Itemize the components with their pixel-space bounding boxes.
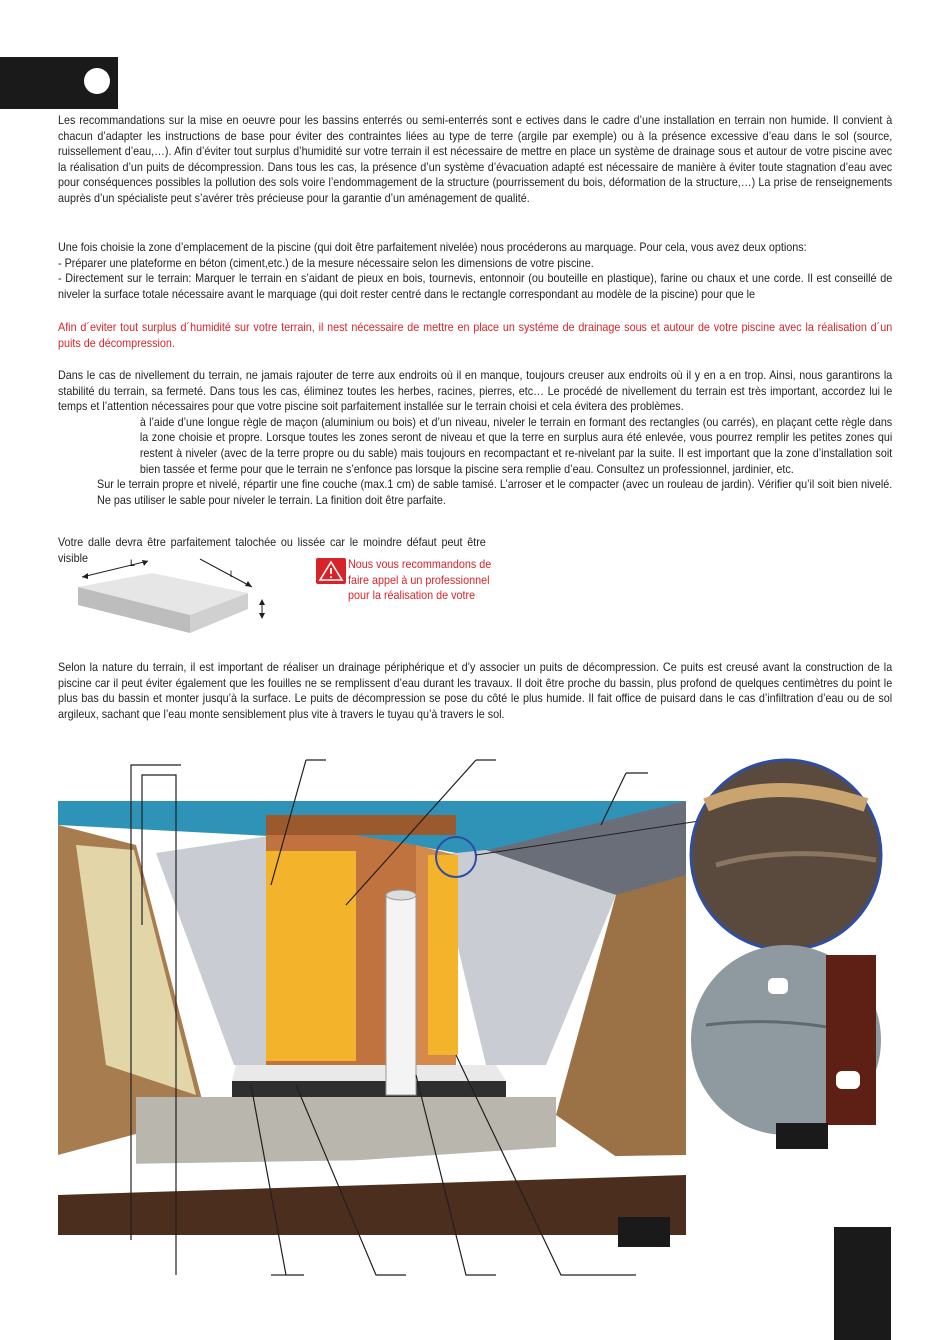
warning-icon (316, 558, 346, 584)
slab-paragraph: Votre dalle devra être parfaitement talochée ou lissée car le moindre défaut peut être visible (58, 536, 486, 565)
page-side-tab (834, 1227, 891, 1340)
decompression-well-paragraph: Selon la nature du terrain, il est important de réaliser un drainage périphérique et d’y associer un puits de décompression. Ce puits est creusé avant la construction de la piscine car il peut éviter également que les fouilles ne se remplissent d’eau durant les travaux. Il doit être proche du bassin, plus profond de quelques centimètres du point le plus bas du bassin et monter jusqu’à la surface. Le puits de décompression se pose du côté le plus humide. Il fait office de puisard dans le cas d’infiltration d’eau ou de sol argileux, sachant que l’eau monte sensiblement plus vite à travers le tuyau qu’à travers le sol. (58, 661, 893, 721)
slab-width-label: l (230, 569, 232, 579)
slab-illustration (72, 555, 282, 640)
slab-length-label: L (130, 558, 136, 568)
pool-installation-diagram (56, 735, 896, 1285)
marking-paragraph: Une fois choisie la zone d’emplacement de la piscine (qui doit être parfaitement nivelée) nous procéderons au marquage. Pour cela, vous avez deux options: - Préparer une plateforme en béton (ciment,etc.) de la mesure nécessaire selon les dimensions de votre piscine. - Directement sur le terrain: Marquer le terrain en s’aidant de pieux en bois, tournevis, entonnoir (ou bouteille en plastique), farine ou chaux et une corde. Il est conseillé de niveler la surface totale nécessaire avant le marquage (qui doit rester centré dans le rectangle correspondant au modèle de la piscine) pour que le (58, 241, 893, 301)
drainage-warning-paragraph: Afin d´eviter tout surplus d´humidité sur votre terrain, il nest nécessaire de mettre en place un systéme de drainage sous et autour de votre piscine avec la réalisation d´un puits de décompression. (58, 321, 893, 350)
page-number-dot (84, 68, 110, 94)
warning-text: Nous vous recommandons de faire appel à un professionnel pour la réalisation de votre (348, 558, 492, 602)
levelling-paragraph: Dans le cas de nivellement du terrain, ne jamais rajouter de terre aux endroits où il en manque, toujours creuser aux endroits où il y en a en trop. Ainsi, nous garantirons la stabilité du terrain, sa fermeté. Dans tous les cas, éliminez toutes les herbes, racines, pierres, etc… Le procédé de nivellement du terrain est très important, accordez lui le temps et l’attention nécessaires pour que votre piscine soit parfaitement installée sur le terrain choisi et cela évitera des problèmes. à l’aide d’une longue règle de maçon (aluminium ou bois) et d’un niveau, niveler le terrain en formant des rectangles (ou carrés), en plaçant cette règle dans la zone choisie et propre. Lorsque toutes les zones seront de niveau et que la terre en surplus aura été enlevée, vous pourrez remplir les petites zones qui restent à niveler (avec de la terre propre ou du sable) mais toujours en recompactant et re-nivelant par la suite. Il est important que la zone d’installation soit bien tassée et ferme pour que le terrain ne s’enfonce pas lorsque la piscine sera remplie d’eau. Consultez un professionnel, jardinier, etc. Sur le terrain propre et nivelé, répartir une fine couche (max.1 cm) de sable tamisé. L’arroser et le compacter (avec un rouleau de jardin). Vérifier qu’il soit bien nivelé. Ne pas utiliser le sable pour niveler le terrain. La finition doit être parfaite. (58, 369, 893, 507)
intro-paragraph: Les recommandations sur la mise en oeuvre pour les bassins enterrés ou semi-enterrés sont e ectives dans le cadre d’une installation en terrain non humide. Il convient à chacun d’adapter les instructions de base pour éviter des contraintes liées au type de terre (argile par exemple) ou à la présence excessive d’eau dans le sol (source, ruissellement d’eau,…). Afin d’éviter tout surplus d’humidité sur votre terrain il est nécessaire de mettre en place un système de drainage sous et autour de votre piscine avec la réalisation d’un puits de décompression. Dans tous les cas, la présence d’un système d’évacuation adapté est nécessaire de manière à éviter toute stagnation d’eau avec pour conséquences possibles la pollution des sols voire l’endommagement de la structure (pourrissement du bois, déformation de la structure,…) La prise de renseignements auprès d’un spécialiste peut s’avérer très précieuse pour la garantie d’un aménagement de qualité. (58, 114, 893, 205)
